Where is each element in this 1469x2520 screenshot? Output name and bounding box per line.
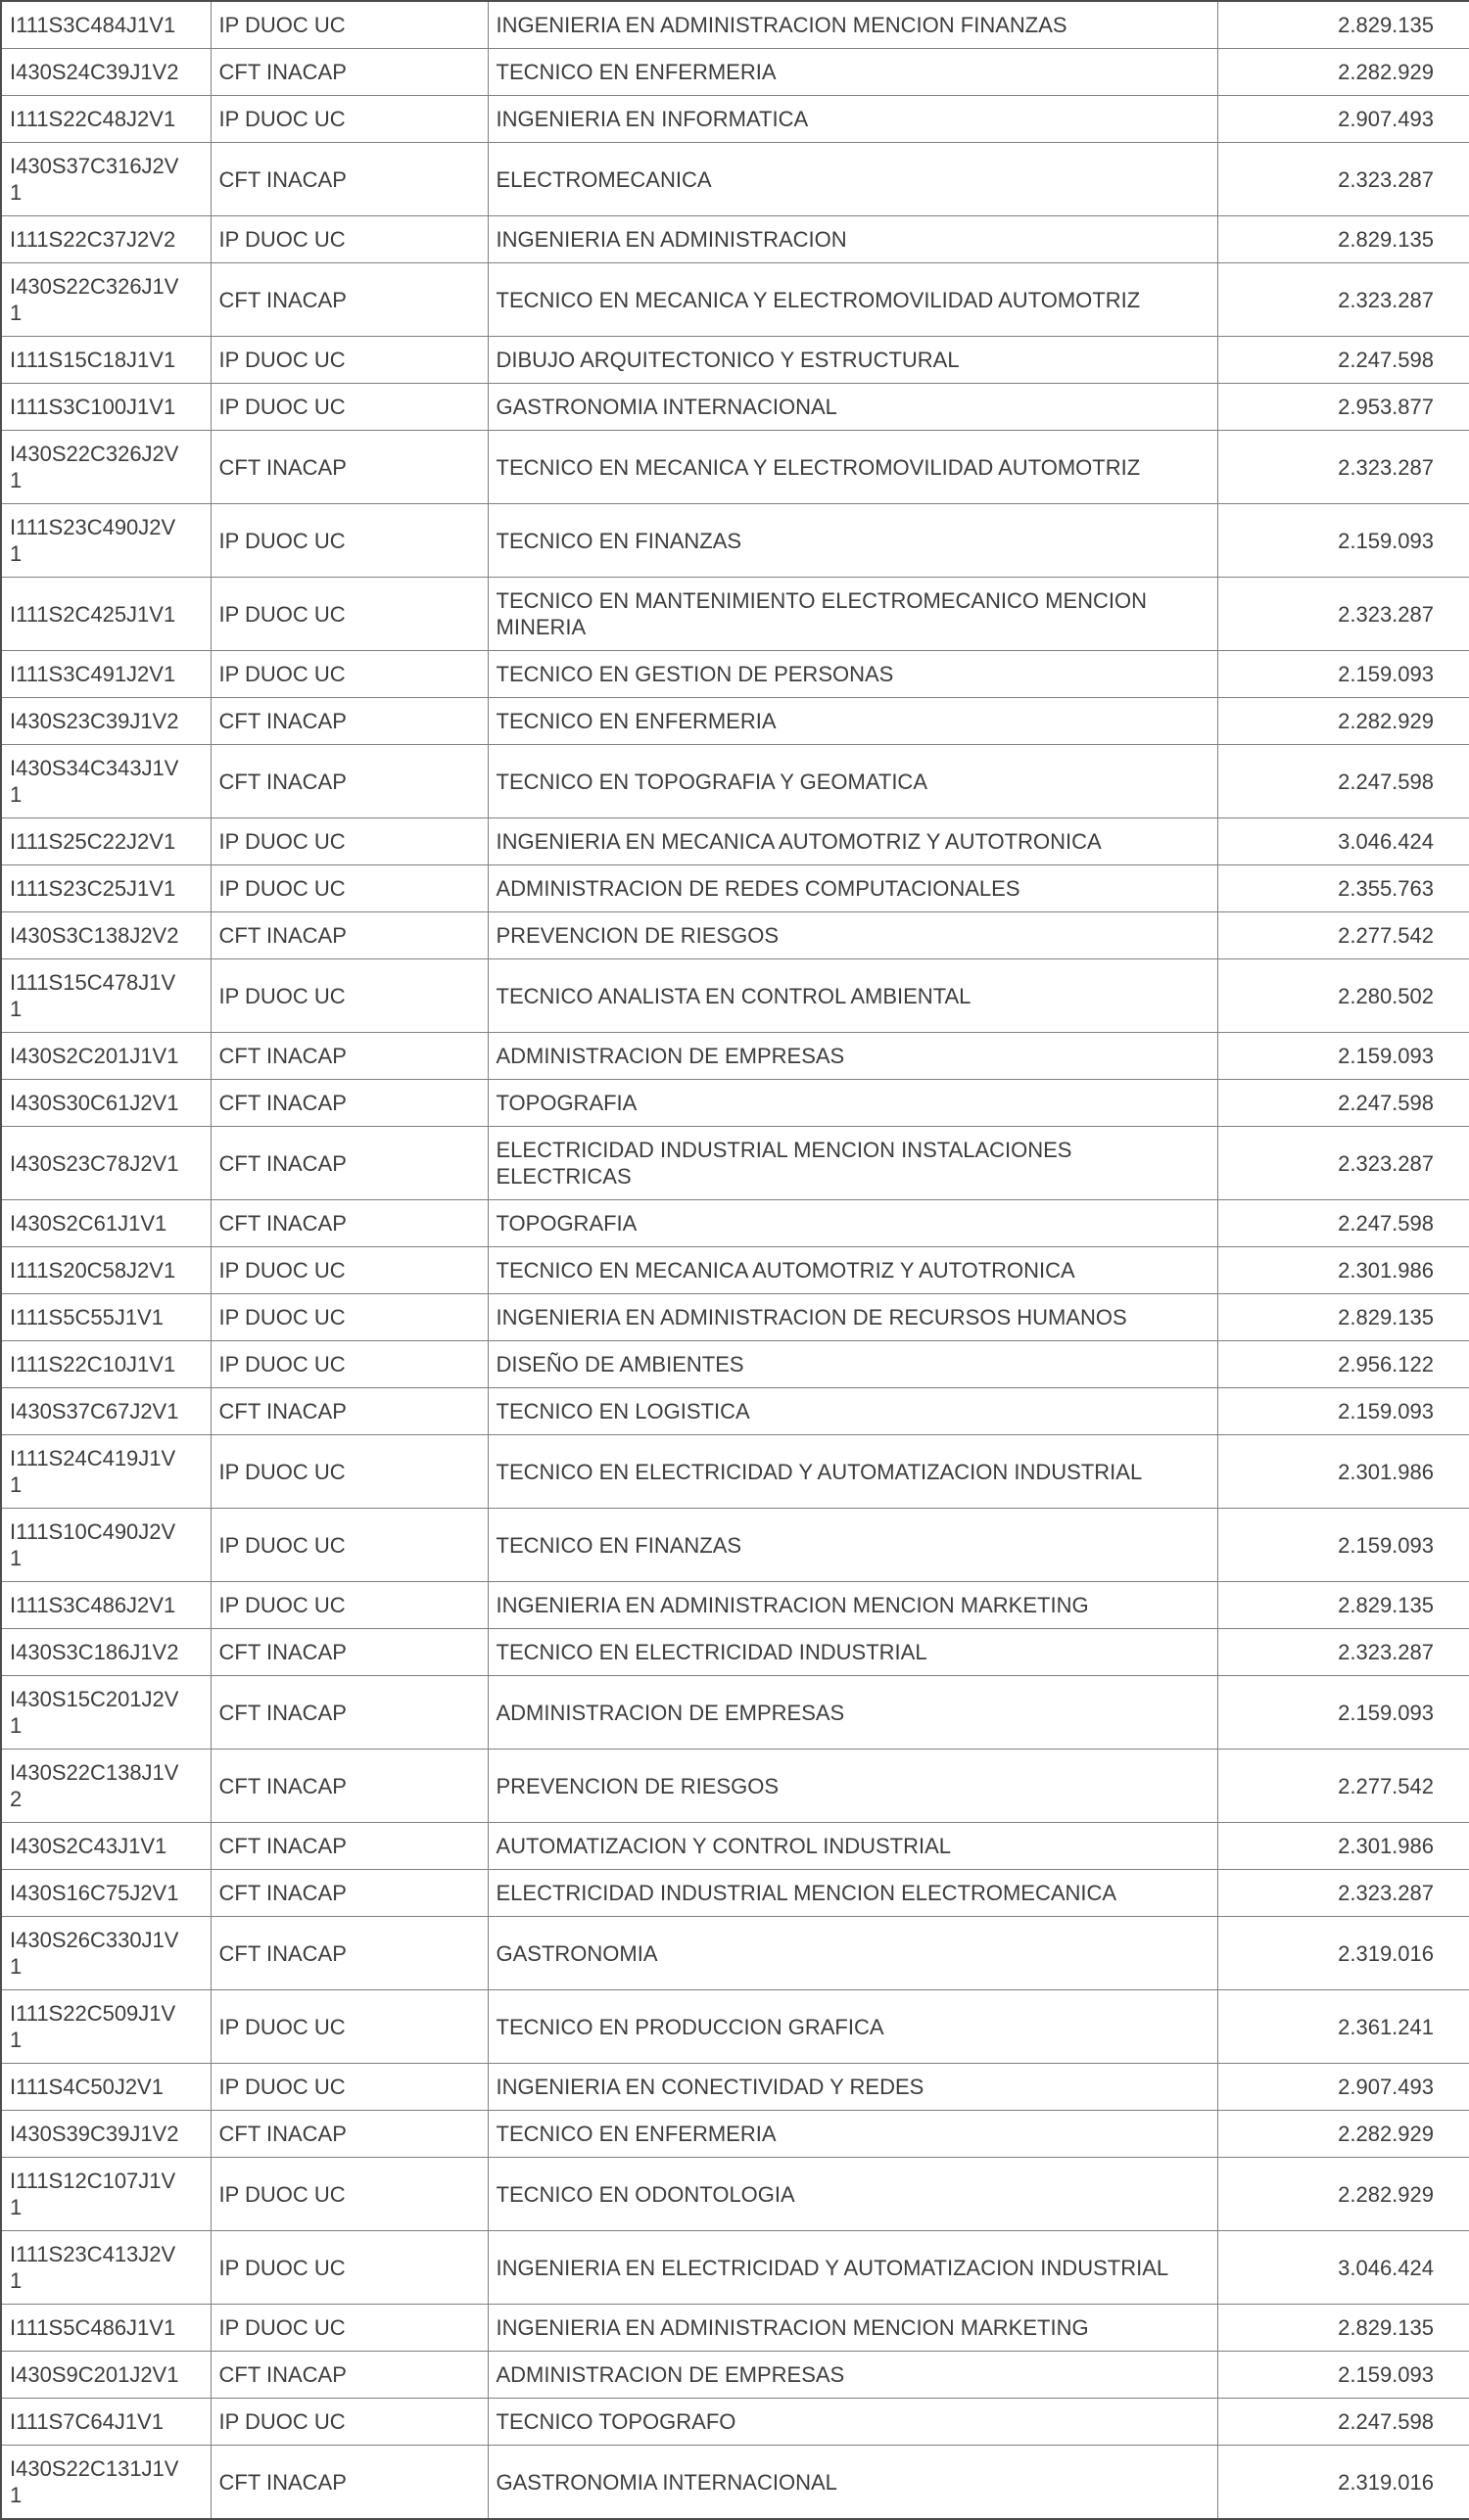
- program-cell: TOPOGRAFIA: [488, 1200, 1217, 1247]
- amount-cell: 2.247.598: [1217, 2399, 1469, 2446]
- program-cell: TECNICO EN ENFERMERIA: [488, 49, 1217, 96]
- institution-cell: IP DUOC UC: [211, 96, 488, 143]
- program-cell: DIBUJO ARQUITECTONICO Y ESTRUCTURAL: [488, 337, 1217, 384]
- code-cell: I111S22C509J1V1: [1, 1990, 211, 2064]
- table-row: [1, 1750, 1469, 1823]
- code-cell: I111S24C419J1V1: [1, 1435, 211, 1509]
- program-cell: GASTRONOMIA INTERNACIONAL: [488, 2446, 1217, 2520]
- code-cell: I111S22C37J2V2: [1, 216, 211, 263]
- institution-cell: IP DUOC UC: [211, 337, 488, 384]
- table-row: [1, 1127, 1469, 1200]
- amount-cell: 2.159.093: [1217, 1033, 1469, 1080]
- institution-cell: CFT INACAP: [211, 263, 488, 337]
- table-row: [1, 431, 1469, 504]
- amount-cell: 2.247.598: [1217, 337, 1469, 384]
- institution-cell: IP DUOC UC: [211, 1435, 488, 1509]
- amount-cell: 2.907.493: [1217, 96, 1469, 143]
- code-cell: I430S15C201J2V1: [1, 1676, 211, 1750]
- institution-cell: CFT INACAP: [211, 1127, 488, 1200]
- amount-cell: 2.323.287: [1217, 1629, 1469, 1676]
- code-cell: I430S22C326J2V1: [1, 431, 211, 504]
- institution-cell: CFT INACAP: [211, 1388, 488, 1435]
- program-cell: TECNICO EN MANTENIMIENTO ELECTROMECANICO MENCION MINERIA: [488, 578, 1217, 651]
- amount-cell: 2.319.016: [1217, 2446, 1469, 2520]
- program-cell: TECNICO EN FINANZAS: [488, 504, 1217, 578]
- institution-cell: CFT INACAP: [211, 1033, 488, 1080]
- program-cell: TECNICO EN ENFERMERIA: [488, 2111, 1217, 2158]
- program-cell: GASTRONOMIA: [488, 1917, 1217, 1990]
- institution-cell: CFT INACAP: [211, 1870, 488, 1917]
- table-row: [1, 2399, 1469, 2446]
- code-cell: I430S2C61J1V1: [1, 1200, 211, 1247]
- code-cell: I111S3C491J2V1: [1, 651, 211, 698]
- code-cell: I430S9C201J2V1: [1, 2352, 211, 2399]
- table-row: [1, 2352, 1469, 2399]
- amount-cell: 2.829.135: [1217, 1, 1469, 49]
- program-cell: TECNICO EN TOPOGRAFIA Y GEOMATICA: [488, 745, 1217, 818]
- table-row: [1, 2158, 1469, 2231]
- table-row: [1, 143, 1469, 216]
- amount-cell: 2.277.542: [1217, 912, 1469, 959]
- institution-cell: IP DUOC UC: [211, 2064, 488, 2111]
- table-row: [1, 745, 1469, 818]
- table-row: [1, 818, 1469, 865]
- table-row: [1, 1033, 1469, 1080]
- code-cell: I111S5C486J1V1: [1, 2305, 211, 2352]
- amount-cell: 2.956.122: [1217, 1341, 1469, 1388]
- amount-cell: 2.301.986: [1217, 1435, 1469, 1509]
- table-row: [1, 1823, 1469, 1870]
- table-row: [1, 1676, 1469, 1750]
- code-cell: I430S26C330J1V1: [1, 1917, 211, 1990]
- institution-cell: CFT INACAP: [211, 1080, 488, 1127]
- code-cell: I430S23C39J1V2: [1, 698, 211, 745]
- table-row: [1, 1341, 1469, 1388]
- institution-cell: IP DUOC UC: [211, 2231, 488, 2305]
- institution-cell: CFT INACAP: [211, 1200, 488, 1247]
- code-cell: I111S3C486J2V1: [1, 1582, 211, 1629]
- amount-cell: 2.282.929: [1217, 49, 1469, 96]
- table-row: [1, 1917, 1469, 1990]
- table-row: [1, 1990, 1469, 2064]
- code-cell: I430S3C138J2V2: [1, 912, 211, 959]
- program-cell: DISEÑO DE AMBIENTES: [488, 1341, 1217, 1388]
- table-row: [1, 1435, 1469, 1509]
- amount-cell: 2.907.493: [1217, 2064, 1469, 2111]
- table-row: [1, 337, 1469, 384]
- table-row: [1, 1, 1469, 49]
- institution-cell: IP DUOC UC: [211, 1294, 488, 1341]
- program-cell: ELECTRICIDAD INDUSTRIAL MENCION ELECTROMECANICA: [488, 1870, 1217, 1917]
- amount-cell: 2.282.929: [1217, 698, 1469, 745]
- amount-cell: 2.829.135: [1217, 216, 1469, 263]
- program-cell: TECNICO TOPOGRAFO: [488, 2399, 1217, 2446]
- table-row: [1, 912, 1469, 959]
- table-row: [1, 2305, 1469, 2352]
- institution-cell: CFT INACAP: [211, 745, 488, 818]
- amount-cell: 2.159.093: [1217, 1509, 1469, 1582]
- institution-cell: CFT INACAP: [211, 698, 488, 745]
- code-cell: I111S3C100J1V1: [1, 384, 211, 431]
- program-cell: AUTOMATIZACION Y CONTROL INDUSTRIAL: [488, 1823, 1217, 1870]
- institution-cell: IP DUOC UC: [211, 1582, 488, 1629]
- code-cell: I111S22C10J1V1: [1, 1341, 211, 1388]
- institution-cell: IP DUOC UC: [211, 818, 488, 865]
- institution-cell: CFT INACAP: [211, 912, 488, 959]
- code-cell: I430S24C39J1V2: [1, 49, 211, 96]
- table-row: [1, 504, 1469, 578]
- institution-cell: IP DUOC UC: [211, 1509, 488, 1582]
- institution-cell: CFT INACAP: [211, 143, 488, 216]
- code-cell: I111S22C48J2V1: [1, 96, 211, 143]
- program-cell: TECNICO EN FINANZAS: [488, 1509, 1217, 1582]
- program-cell: INGENIERIA EN MECANICA AUTOMOTRIZ Y AUTOTRONICA: [488, 818, 1217, 865]
- table-row: [1, 1388, 1469, 1435]
- institution-cell: IP DUOC UC: [211, 216, 488, 263]
- program-cell: TECNICO EN PRODUCCION GRAFICA: [488, 1990, 1217, 2064]
- table-row: [1, 1870, 1469, 1917]
- code-cell: I430S3C186J1V2: [1, 1629, 211, 1676]
- table-row: [1, 2446, 1469, 2520]
- amount-cell: 2.323.287: [1217, 263, 1469, 337]
- institution-cell: CFT INACAP: [211, 1629, 488, 1676]
- program-cell: INGENIERIA EN ELECTRICIDAD Y AUTOMATIZACION INDUSTRIAL: [488, 2231, 1217, 2305]
- table-row: [1, 216, 1469, 263]
- institution-cell: IP DUOC UC: [211, 2158, 488, 2231]
- code-cell: I111S7C64J1V1: [1, 2399, 211, 2446]
- table-row: [1, 698, 1469, 745]
- institution-cell: CFT INACAP: [211, 1823, 488, 1870]
- amount-cell: 2.355.763: [1217, 865, 1469, 912]
- institution-cell: CFT INACAP: [211, 49, 488, 96]
- amount-cell: 3.046.424: [1217, 818, 1469, 865]
- program-cell: PREVENCION DE RIESGOS: [488, 1750, 1217, 1823]
- code-cell: I430S30C61J2V1: [1, 1080, 211, 1127]
- table-row: [1, 49, 1469, 96]
- code-cell: I111S25C22J2V1: [1, 818, 211, 865]
- amount-cell: 2.159.093: [1217, 2352, 1469, 2399]
- table-row: [1, 1582, 1469, 1629]
- program-cell: ELECTROMECANICA: [488, 143, 1217, 216]
- code-cell: I111S2C425J1V1: [1, 578, 211, 651]
- code-cell: I111S3C484J1V1: [1, 1, 211, 49]
- code-cell: I430S22C138J1V2: [1, 1750, 211, 1823]
- table-row: [1, 384, 1469, 431]
- code-cell: I430S34C343J1V1: [1, 745, 211, 818]
- table-row: [1, 2111, 1469, 2158]
- table-body: [1, 1, 1469, 2519]
- program-cell: TECNICO EN GESTION DE PERSONAS: [488, 651, 1217, 698]
- amount-cell: 2.323.287: [1217, 578, 1469, 651]
- amount-cell: 2.323.287: [1217, 1127, 1469, 1200]
- amount-cell: 2.159.093: [1217, 1676, 1469, 1750]
- institution-cell: IP DUOC UC: [211, 651, 488, 698]
- program-cell: TECNICO EN ODONTOLOGIA: [488, 2158, 1217, 2231]
- amount-cell: 2.159.093: [1217, 504, 1469, 578]
- code-cell: I111S20C58J2V1: [1, 1247, 211, 1294]
- institution-cell: CFT INACAP: [211, 2111, 488, 2158]
- program-cell: ADMINISTRACION DE EMPRESAS: [488, 2352, 1217, 2399]
- amount-cell: 2.301.986: [1217, 1823, 1469, 1870]
- institution-cell: IP DUOC UC: [211, 2305, 488, 2352]
- program-cell: INGENIERIA EN ADMINISTRACION: [488, 216, 1217, 263]
- institution-cell: IP DUOC UC: [211, 1247, 488, 1294]
- institution-cell: IP DUOC UC: [211, 504, 488, 578]
- amount-cell: 2.829.135: [1217, 2305, 1469, 2352]
- table-row: [1, 1200, 1469, 1247]
- program-cell: TECNICO EN MECANICA AUTOMOTRIZ Y AUTOTRONICA: [488, 1247, 1217, 1294]
- institution-cell: IP DUOC UC: [211, 2399, 488, 2446]
- amount-cell: 2.247.598: [1217, 745, 1469, 818]
- institution-cell: IP DUOC UC: [211, 1990, 488, 2064]
- program-cell: INGENIERIA EN ADMINISTRACION MENCION MARKETING: [488, 1582, 1217, 1629]
- program-cell: ADMINISTRACION DE EMPRESAS: [488, 1676, 1217, 1750]
- program-cell: TECNICO EN ENFERMERIA: [488, 698, 1217, 745]
- code-cell: I430S37C316J2V1: [1, 143, 211, 216]
- program-cell: TOPOGRAFIA: [488, 1080, 1217, 1127]
- amount-cell: 2.323.287: [1217, 143, 1469, 216]
- amount-cell: 2.282.929: [1217, 2158, 1469, 2231]
- amount-cell: 2.277.542: [1217, 1750, 1469, 1823]
- program-cell: TECNICO EN MECANICA Y ELECTROMOVILIDAD AUTOMOTRIZ: [488, 263, 1217, 337]
- program-cell: INGENIERIA EN INFORMATICA: [488, 96, 1217, 143]
- code-cell: I430S16C75J2V1: [1, 1870, 211, 1917]
- code-cell: I111S23C413J2V1: [1, 2231, 211, 2305]
- amount-cell: 2.301.986: [1217, 1247, 1469, 1294]
- amount-cell: 2.953.877: [1217, 384, 1469, 431]
- table-row: [1, 263, 1469, 337]
- program-cell: TECNICO EN ELECTRICIDAD Y AUTOMATIZACION INDUSTRIAL: [488, 1435, 1217, 1509]
- code-cell: I430S22C131J1V1: [1, 2446, 211, 2520]
- program-cell: INGENIERIA EN ADMINISTRACION DE RECURSOS HUMANOS: [488, 1294, 1217, 1341]
- institution-cell: CFT INACAP: [211, 1750, 488, 1823]
- table-row: [1, 865, 1469, 912]
- program-cell: ADMINISTRACION DE EMPRESAS: [488, 1033, 1217, 1080]
- code-cell: I111S10C490J2V1: [1, 1509, 211, 1582]
- table-row: [1, 1294, 1469, 1341]
- code-cell: I111S23C25J1V1: [1, 865, 211, 912]
- code-cell: I111S15C18J1V1: [1, 337, 211, 384]
- institution-cell: CFT INACAP: [211, 2446, 488, 2520]
- program-cell: GASTRONOMIA INTERNACIONAL: [488, 384, 1217, 431]
- table-row: [1, 1247, 1469, 1294]
- amount-cell: 2.323.287: [1217, 431, 1469, 504]
- program-cell: TECNICO EN ELECTRICIDAD INDUSTRIAL: [488, 1629, 1217, 1676]
- institution-cell: CFT INACAP: [211, 1676, 488, 1750]
- program-cell: INGENIERIA EN ADMINISTRACION MENCION FINANZAS: [488, 1, 1217, 49]
- program-cell: TECNICO ANALISTA EN CONTROL AMBIENTAL: [488, 959, 1217, 1033]
- program-cell: INGENIERIA EN CONECTIVIDAD Y REDES: [488, 2064, 1217, 2111]
- institution-cell: IP DUOC UC: [211, 1341, 488, 1388]
- code-cell: I111S15C478J1V1: [1, 959, 211, 1033]
- table-row: [1, 578, 1469, 651]
- code-cell: I430S22C326J1V1: [1, 263, 211, 337]
- code-cell: I430S39C39J1V2: [1, 2111, 211, 2158]
- program-cell: ELECTRICIDAD INDUSTRIAL MENCION INSTALACIONES ELECTRICAS: [488, 1127, 1217, 1200]
- code-cell: I430S37C67J2V1: [1, 1388, 211, 1435]
- institution-cell: IP DUOC UC: [211, 578, 488, 651]
- code-cell: I111S12C107J1V1: [1, 2158, 211, 2231]
- amount-cell: 2.159.093: [1217, 651, 1469, 698]
- program-cell: TECNICO EN LOGISTICA: [488, 1388, 1217, 1435]
- code-cell: I111S4C50J2V1: [1, 2064, 211, 2111]
- table-row: [1, 1080, 1469, 1127]
- institution-cell: CFT INACAP: [211, 431, 488, 504]
- amount-cell: 2.280.502: [1217, 959, 1469, 1033]
- amount-cell: 2.361.241: [1217, 1990, 1469, 2064]
- amount-cell: 2.159.093: [1217, 1388, 1469, 1435]
- table-row: [1, 2231, 1469, 2305]
- table-row: [1, 1629, 1469, 1676]
- table-row: [1, 2064, 1469, 2111]
- table-row: [1, 1509, 1469, 1582]
- program-cell: INGENIERIA EN ADMINISTRACION MENCION MARKETING: [488, 2305, 1217, 2352]
- program-cell: TECNICO EN MECANICA Y ELECTROMOVILIDAD AUTOMOTRIZ: [488, 431, 1217, 504]
- code-cell: I111S23C490J2V1: [1, 504, 211, 578]
- amount-cell: 2.282.929: [1217, 2111, 1469, 2158]
- institution-cell: CFT INACAP: [211, 1917, 488, 1990]
- institution-cell: IP DUOC UC: [211, 865, 488, 912]
- table-row: [1, 96, 1469, 143]
- amount-cell: 2.829.135: [1217, 1582, 1469, 1629]
- amount-cell: 2.319.016: [1217, 1917, 1469, 1990]
- code-cell: I430S2C43J1V1: [1, 1823, 211, 1870]
- code-cell: I430S23C78J2V1: [1, 1127, 211, 1200]
- institution-cell: IP DUOC UC: [211, 384, 488, 431]
- table-row: [1, 651, 1469, 698]
- code-cell: I430S2C201J1V1: [1, 1033, 211, 1080]
- institution-cell: CFT INACAP: [211, 2352, 488, 2399]
- table-row: [1, 959, 1469, 1033]
- amount-cell: 2.323.287: [1217, 1870, 1469, 1917]
- program-cell: ADMINISTRACION DE REDES COMPUTACIONALES: [488, 865, 1217, 912]
- program-cell: PREVENCION DE RIESGOS: [488, 912, 1217, 959]
- amount-cell: 3.046.424: [1217, 2231, 1469, 2305]
- amount-cell: 2.829.135: [1217, 1294, 1469, 1341]
- amount-cell: 2.247.598: [1217, 1080, 1469, 1127]
- institution-cell: IP DUOC UC: [211, 959, 488, 1033]
- code-cell: I111S5C55J1V1: [1, 1294, 211, 1341]
- institution-cell: IP DUOC UC: [211, 1, 488, 49]
- amount-cell: 2.247.598: [1217, 1200, 1469, 1247]
